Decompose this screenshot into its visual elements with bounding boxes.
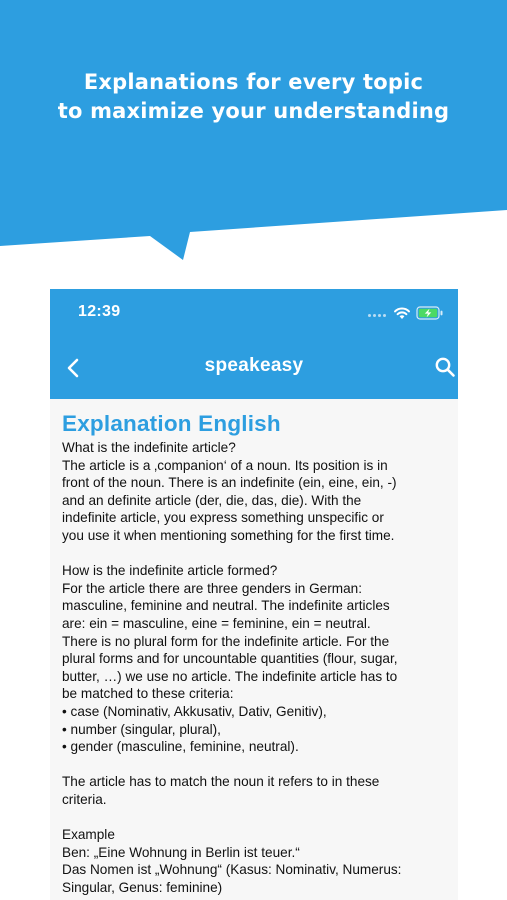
text-line: front of the noun. There is an indefinite (ein, eine, ein, -): [62, 475, 397, 491]
paragraph-spacer: [62, 808, 446, 826]
text-line: you use it when mentioning something for the first time.: [62, 527, 395, 543]
text-line: criteria.: [62, 791, 107, 807]
text-line: Das Nomen ist „Wohnung“ (Kasus: Nominativ, Numerus:: [62, 862, 402, 878]
status-time: 12:39: [78, 303, 121, 320]
paragraph-formation: [62, 562, 446, 756]
bullet-item: • gender (masculine, feminine, neutral).: [62, 739, 299, 755]
text-line: and an definite article (der, die, das, die). With the: [62, 492, 362, 508]
text-line: There is no plural form for the indefinite article. For the: [62, 633, 390, 649]
text-line: The article is a ‚companion‘ of a noun. Its position is in: [62, 457, 388, 473]
battery-charging-icon: [416, 306, 444, 320]
text-line: What is the indefinite article?: [62, 440, 236, 455]
text-line: butter, …) we use no article. The indefinite article has to: [62, 668, 398, 684]
text-line: be matched to these criteria:: [62, 686, 234, 702]
wifi-icon: [393, 306, 411, 320]
bullet-item: • case (Nominativ, Akkusativ, Dativ, Genitiv),: [62, 703, 327, 719]
paragraph-example: [62, 826, 446, 896]
text-line: For the article there are three genders in German:: [62, 580, 362, 596]
paragraph-matching: [62, 773, 446, 808]
promo-banner: [0, 0, 507, 262]
explanation-title: Explanation English: [62, 411, 281, 436]
text-line: plural forms and for uncountable quantities (flour, sugar,: [62, 651, 398, 667]
text-line: masculine, feminine and neutral. The indefinite articles: [62, 598, 390, 614]
promo-headline: [0, 68, 507, 126]
bullet-item: • number (singular, plural),: [62, 721, 221, 737]
paragraph-definition: [62, 439, 446, 545]
explanation-content: [50, 399, 458, 900]
paragraph-spacer: [62, 756, 446, 774]
app-title: speakeasy: [204, 355, 304, 376]
signal-dots-icon: [368, 314, 390, 318]
app-header: [50, 289, 458, 399]
text-line: Singular, Genus: feminine): [62, 879, 223, 895]
text-line: The article has to match the noun it refers to in these: [62, 774, 380, 790]
promo-line-1: Explanations for every topic: [83, 70, 424, 94]
phone-screen: [50, 289, 458, 900]
text-line: indefinite article, you express something unspecific or: [62, 510, 384, 526]
text-line: How is the indefinite article formed?: [62, 563, 278, 579]
text-line: are: ein = masculine, eine = feminine, ein = neutral.: [62, 615, 371, 631]
text-line: Example: [62, 827, 115, 843]
promo-line-2: to maximize your understanding: [57, 99, 450, 123]
paragraph-spacer: [62, 545, 446, 563]
text-line: Ben: „Eine Wohnung in Berlin ist teuer.“: [62, 844, 300, 860]
search-icon[interactable]: [434, 356, 456, 378]
